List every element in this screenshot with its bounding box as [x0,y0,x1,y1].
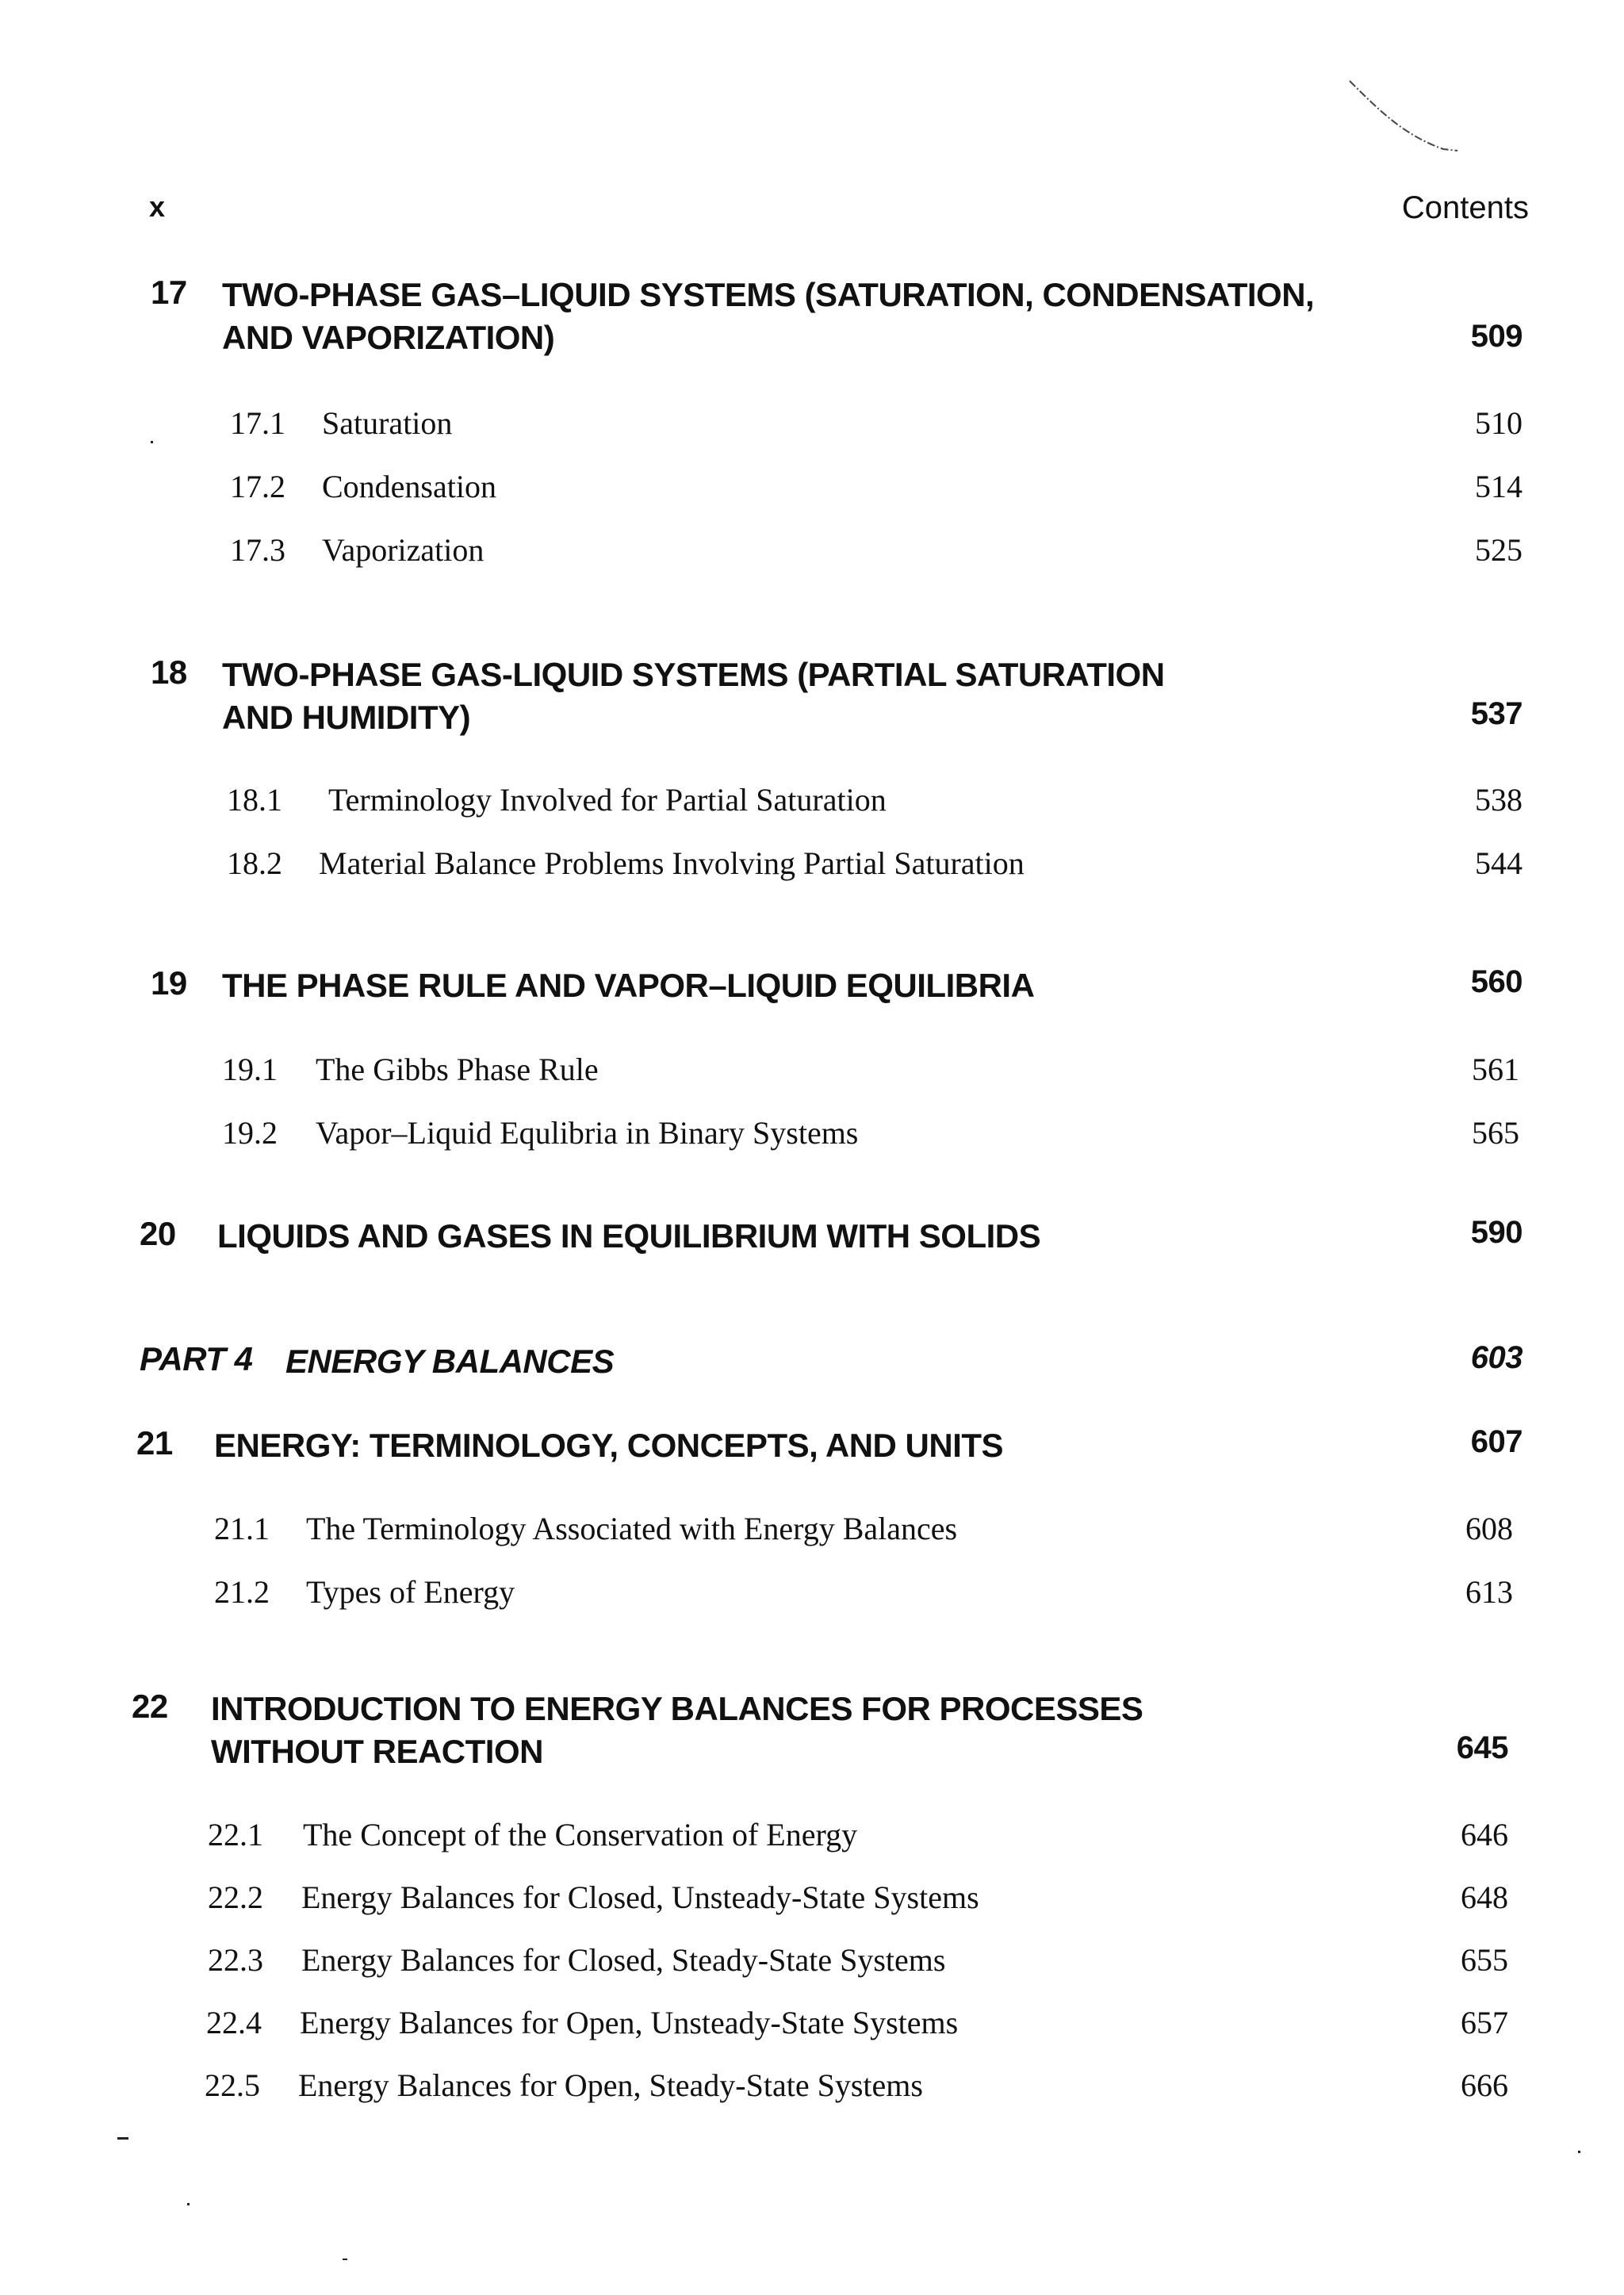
section-page: 646 [1461,1817,1508,1852]
chapter-number: 22 [132,1688,168,1725]
section-number: 17.3 [230,532,285,568]
section-number: 21.2 [214,1574,270,1610]
section-title: Condensation [322,469,496,504]
section-title: Energy Balances for Closed, Steady-State Systems [301,1942,946,1978]
section-number: 17.2 [230,469,285,504]
scan-speck [151,441,153,443]
chapter-number: 20 [140,1215,176,1252]
scan-speck [1578,2151,1580,2153]
section-title: Energy Balances for Open, Steady-State Systems [298,2067,923,2103]
section-page: 666 [1461,2067,1508,2103]
chapter-title-line: TWO-PHASE GAS-LIQUID SYSTEMS (PARTIAL SATURATION [222,656,1165,693]
section-page: 648 [1461,1879,1508,1915]
chapter-title-line: THE PHASE RULE AND VAPOR–LIQUID EQUILIBRIA [222,967,1035,1004]
section-number: 18.1 [227,782,282,818]
section-page: 613 [1465,1574,1513,1610]
corner-pencil-mark [1348,79,1459,159]
chapter-title-line: AND HUMIDITY) [222,699,471,736]
section-page: 561 [1472,1052,1519,1087]
section-title: Material Balance Problems Involving Partial Saturation [319,845,1025,881]
chapter-number: 18 [151,653,187,691]
chapter-page: 607 [1470,1424,1522,1459]
part-title-line: ENERGY BALANCES [285,1343,615,1380]
chapter-title-line: LIQUIDS AND GASES IN EQUILIBRIUM WITH SOLIDS [217,1217,1041,1255]
section-page: 657 [1461,2005,1508,2040]
page-numeral: x [149,190,166,223]
chapter-title [222,274,1411,359]
chapter-title [217,1215,1407,1258]
running-title: Contents [1401,190,1529,225]
section-title: The Gibbs Phase Rule [316,1052,599,1087]
section-number: 18.2 [227,845,282,881]
chapter-title-line: INTRODUCTION TO ENERGY BALANCES FOR PROCESSES [211,1690,1143,1727]
chapter-title [211,1688,1400,1773]
section-page: 525 [1475,532,1522,568]
section-title: Energy Balances for Open, Unsteady-State Systems [300,2005,959,2040]
chapter-title [222,964,1411,1007]
part-page: 603 [1470,1340,1522,1375]
section-number: 19.2 [222,1115,278,1151]
chapter-number: 17 [151,274,187,311]
section-title: The Concept of the Conservation of Energy [303,1817,858,1852]
section-page: 544 [1475,845,1522,881]
section-number: 22.3 [208,1942,263,1978]
chapter-title-line: ENERGY: TERMINOLOGY, CONCEPTS, AND UNITS [214,1427,1004,1464]
section-number: 22.5 [205,2067,260,2103]
section-page: 514 [1475,469,1522,504]
chapter-page: 537 [1470,696,1522,731]
section-number: 21.1 [214,1511,270,1546]
chapter-page: 509 [1470,319,1522,354]
chapter-title-line: WITHOUT REACTION [211,1733,543,1770]
section-number: 19.1 [222,1052,278,1087]
section-title: Types of Energy [306,1574,515,1610]
chapter-page: 645 [1456,1730,1508,1765]
section-number: 17.1 [230,405,285,441]
section-title: Vaporization [322,532,485,568]
section-title: Energy Balances for Closed, Unsteady-State Systems [301,1879,979,1915]
chapter-title-line: AND VAPORIZATION) [222,319,555,356]
section-page: 655 [1461,1942,1508,1978]
section-page: 608 [1465,1511,1513,1546]
chapter-page: 560 [1470,964,1522,999]
section-page: 538 [1475,782,1522,818]
section-title: Saturation [322,405,453,441]
section-page: 565 [1472,1115,1519,1151]
chapter-number: 19 [151,964,187,1002]
section-title: Vapor–Liquid Equlibria in Binary Systems [316,1115,859,1151]
section-number: 22.2 [208,1879,263,1915]
section-title: The Terminology Associated with Energy Balances [306,1511,958,1546]
chapter-title-line: TWO-PHASE GAS–LIQUID SYSTEMS (SATURATION, CONDENSATION, [222,276,1315,313]
part-label: PART 4 [140,1340,253,1377]
chapter-number: 21 [136,1424,173,1462]
section-page: 510 [1475,405,1522,441]
chapter-page: 590 [1470,1215,1522,1250]
scan-speck [117,2137,128,2140]
section-title: Terminology Involved for Partial Saturation [328,782,887,818]
section-number: 22.4 [206,2005,262,2040]
scan-speck [343,2259,347,2260]
chapter-title [214,1424,1404,1467]
scan-speck [187,2203,190,2205]
part-title [285,1340,1475,1383]
section-number: 22.1 [208,1817,263,1852]
chapter-title [222,653,1411,739]
